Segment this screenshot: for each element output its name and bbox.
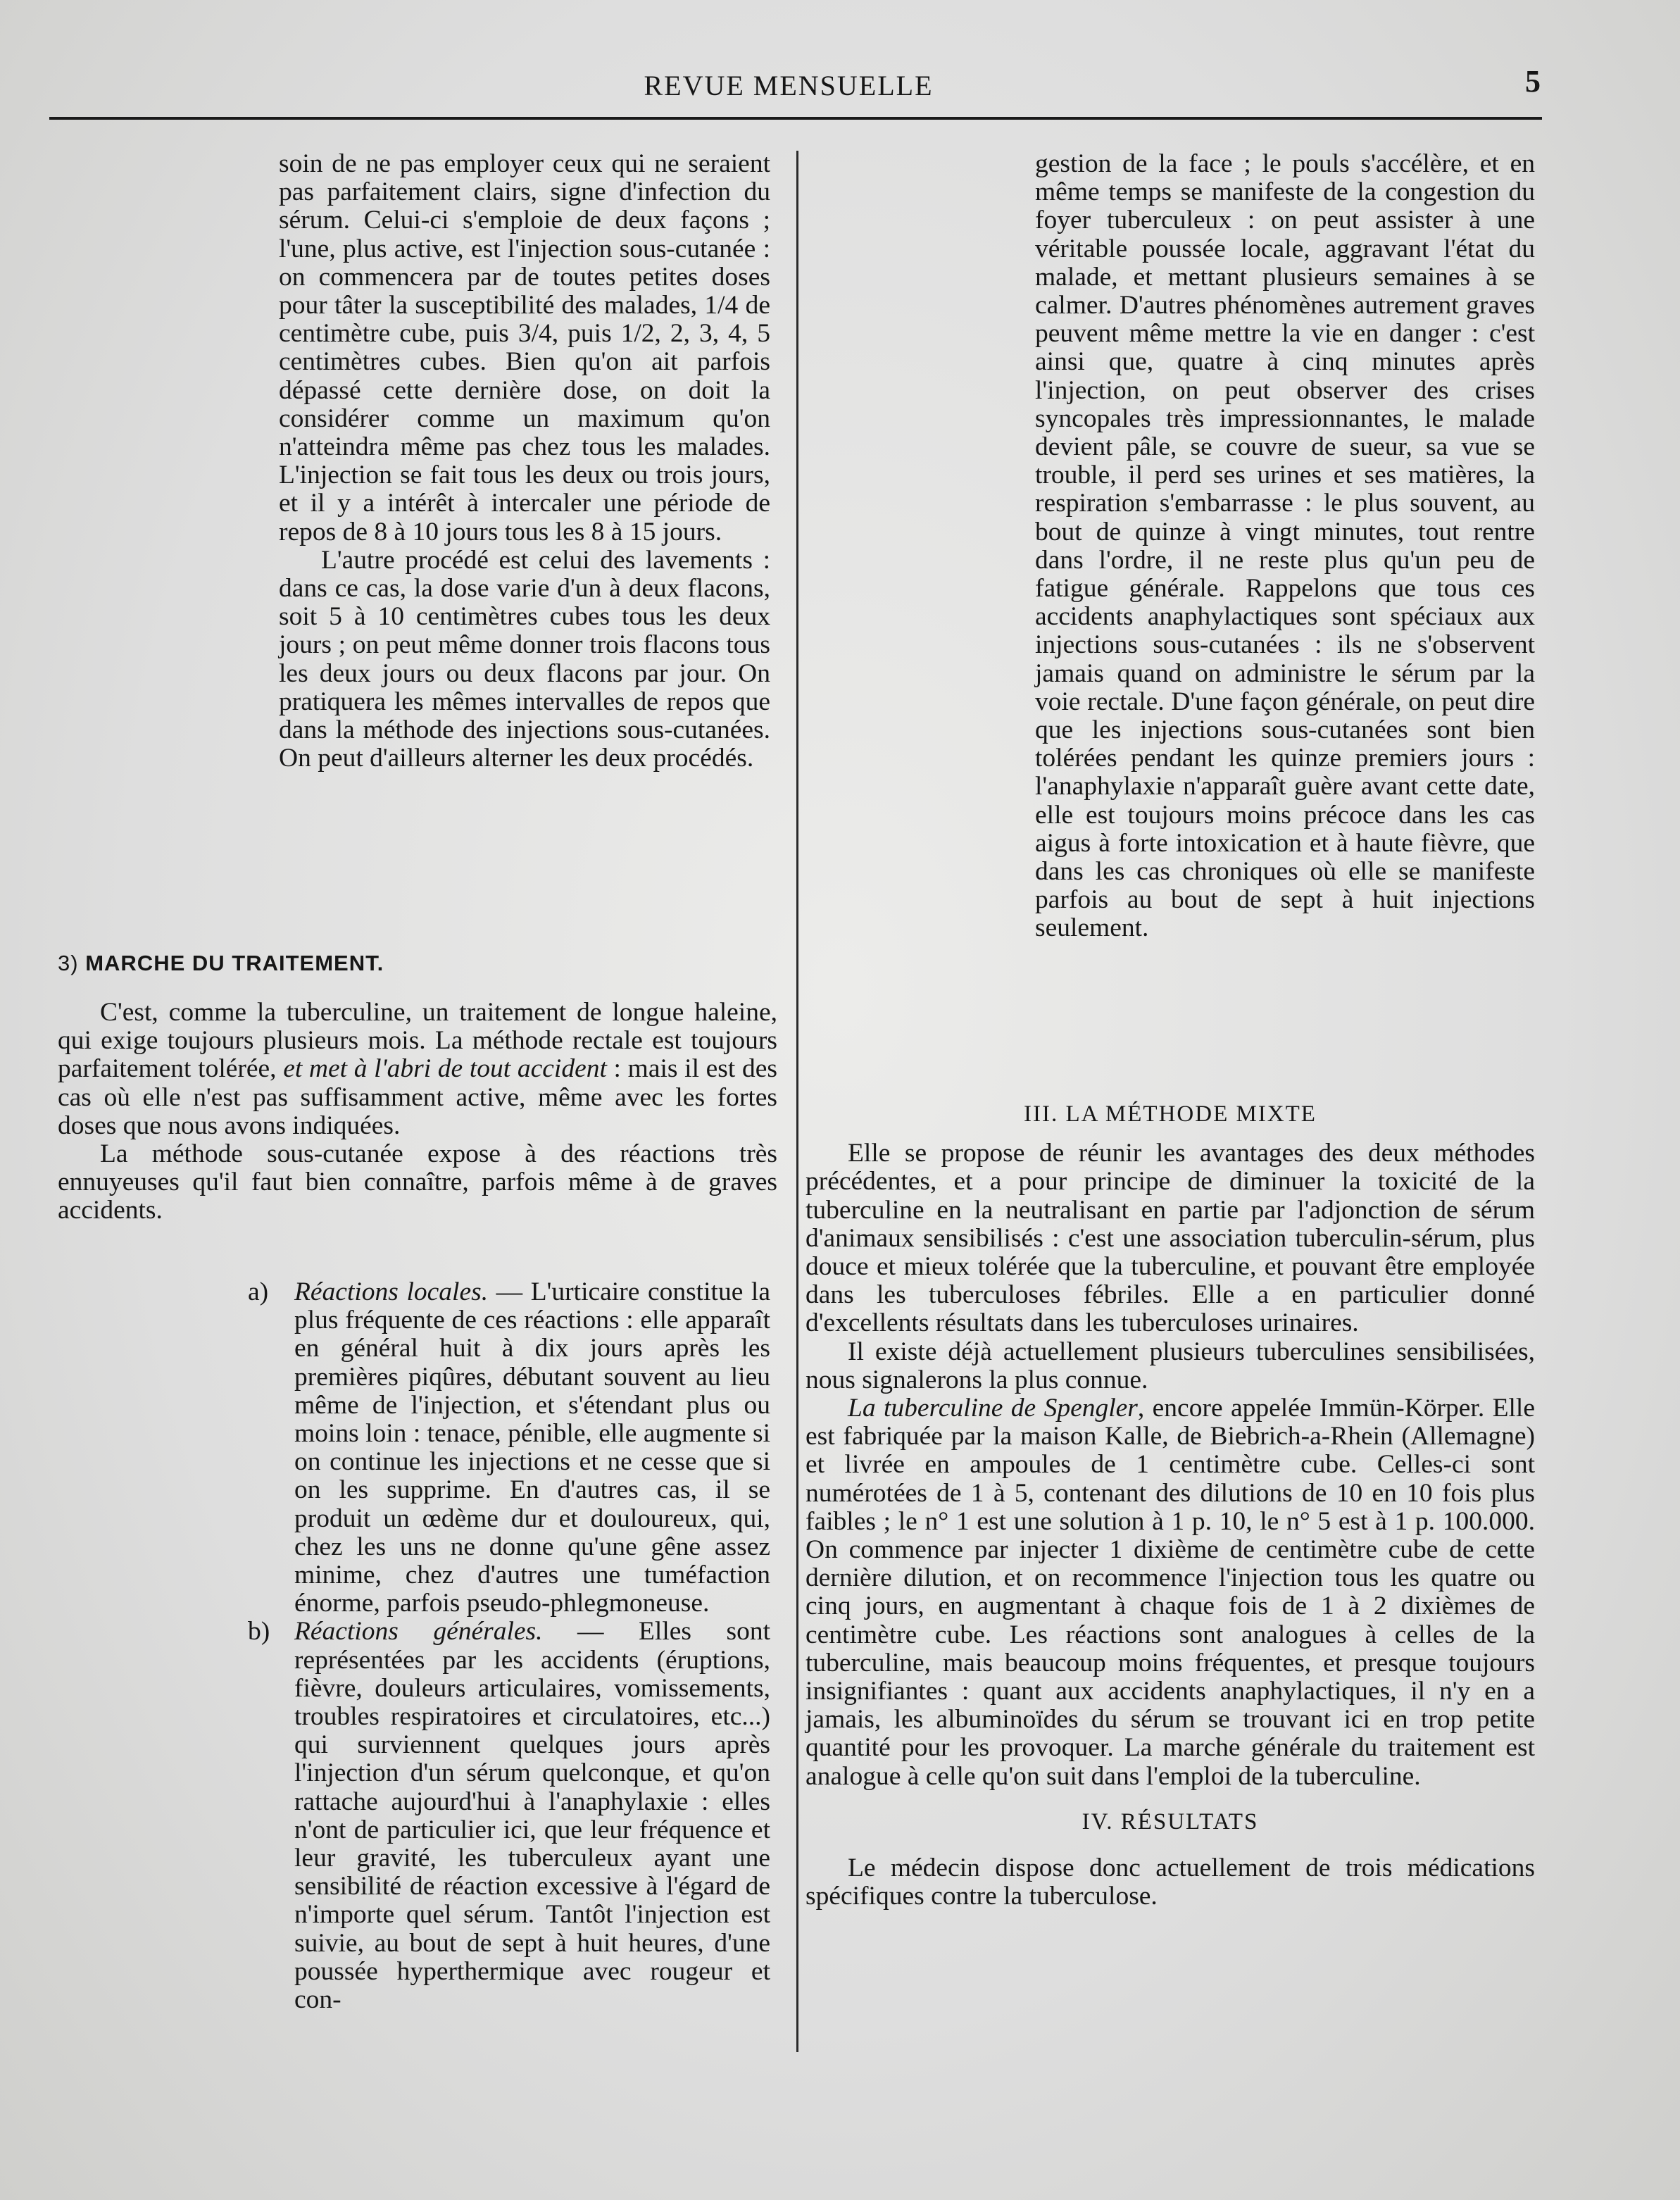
item-marker: a) [248, 1277, 269, 1306]
section-title: III. LA MÉTHODE MIXTE [1024, 1101, 1317, 1127]
paragraph [58, 999, 777, 1140]
paragraph: Le médecin dispose donc actuellement de trois médications spécifiques contre la tuberculose. [805, 1854, 1535, 1911]
text-run: C'est, comme la tuberculine, un traitement de longue haleine, qui exige toujours plusieurs mois. La méthode rectale est toujours parfaitement tolérée, [58, 998, 777, 1084]
emphasis: La tuberculine de Spengler [848, 1394, 1138, 1423]
column-divider [796, 151, 798, 2052]
paragraph: gestion de la face ; le pouls s'accélère, et en même temps se manifeste de la congestion du foyer tuberculeux : on peut assister à une véritable poussée locale, aggravant l'état du malade, et mettant plusieurs semaines à se calmer. D'autres phénomènes autrement graves peuvent même mettre la vie en danger : c'est ainsi que, quatre à cinq minutes après l'injection, on peut observer des crises syncopales très impressionnantes, le malade devient pâle, se couvre de sueur, sa vue se trouble, il perd ses urines et ses matières, la respiration s'embarrasse : le plus souvent, au bout de quinze à vingt minutes, tout rentre dans l'ordre, il ne reste plus qu'un peu de fatigue générale. Rappelons que tous ces accidents anaphylactiques sont spéciaux aux injections sous-cutanées : ils ne s'observent jamais quand on administre le sérum par la voie rectale. D'une façon générale, on peut dire que les injections sous-cutanées sont bien tolérées pendant les quinze premiers jours : l'anaphylaxie n'apparaît guère avant cette date, elle est toujours moins précoce dans les cas aigus à forte intoxication et à haute fièvre, que dans les cas chroniques où elle se manifeste parfois au bout de sept à huit injections seulement. [1035, 149, 1535, 943]
paragraph: Il existe déjà actuellement plusieurs tuberculines sensibilisées, nous signalerons la plus connue. [805, 1337, 1535, 1394]
right-column-section3 [805, 1100, 1535, 1911]
page-number: 5 [1525, 64, 1541, 99]
emphasis: et met à l'abri de tout accident [283, 1054, 607, 1084]
item-text: — L'urticaire constitue la plus fréquente de ces réactions : elle apparaît en général huit à dix jours après les premières piqûres, débutant souvent au lieu même de l'injection, et s'étendant plus ou moins loin : tenace, pénible, elle augmente si on continue les injections et ne cesse que si on les supprime. En d'autres cas, il se produit un œdème dur et douloureux, qui, chez les uns ne donne qu'une gêne assez minime, chez d'autres une tuméfaction énorme, parfois pseudo-phlegmoneuse. [294, 1277, 770, 1618]
running-title: REVUE MENSUELLE [644, 70, 934, 101]
paragraph: L'autre procédé est celui des lavements : dans ce cas, la dose varie d'un à deux flacons, soit 5 à 10 centimètres cubes tous les deux jours ; on peut même donner trois flacons tous les deux jours ou deux flacons par jour. On pratiquera les mêmes intervalles de repos que dans la méthode des injections sous-cutanées. On peut d'ailleurs alterner les deux procédés. [279, 545, 770, 773]
left-column-block2 [58, 999, 777, 1225]
item-marker: b) [248, 1617, 270, 1646]
text-run: : mais il est des cas où elle n'est pas suffisamment active, même avec les fortes doses que nous avons indiquées. [58, 1054, 777, 1140]
item-text: — Elles sont représentées par les accidents (éruptions, fièvre, douleurs articulaires, vomissements, troubles respiratoires et circulatoires, etc...) qui surviennent quelques jours après l'injection d'un sérum quelconque, et qu'on rattache aujourd'hui à l'anaphylaxie : elles n'ont de particulier ici, que leur fréquence et leur gravité, les tuberculeux ayant une sensibilité de réaction excessive à l'égard de n'importe quel sérum. Tantôt l'injection est suivie, au bout de sept à huit heures, d'une poussée hyperthermique avec rougeur et con- [294, 1617, 770, 2015]
item-b [248, 1618, 770, 2014]
heading-number: 3) [58, 951, 79, 975]
heading-text: MARCHE DU TRAITEMENT. [85, 951, 384, 975]
item-a [248, 1278, 770, 1618]
left-column-block1 [279, 150, 770, 773]
page-header [56, 63, 1541, 106]
paragraph [58, 1140, 777, 1225]
section-title: IV. RÉSULTATS [1082, 1808, 1259, 1835]
right-column-block1 [1035, 150, 1535, 943]
paragraph: Elle se propose de réunir les avantages des deux méthodes précédentes, et a pour principe de diminuer la toxicité de la tuberculine en la neutralisant en partie par l'adjonction de sérum d'animaux sensibilisés : c'est une association tuberculin-sérum, plus douce et mieux tolérée que la tuberculine, et pouvant être employée dans les tuberculoses fébriles. Elle a en particulier donné d'excellents résultats dans les tuberculoses urinaires. [805, 1139, 1535, 1338]
text-run: , encore appelée Immün-Körper. Elle est fabriquée par la maison Kalle, de Biebrich-a-Rhein (Allemagne) et livrée en ampoules de 1 centimètre cube. Celles-ci sont numérotées de 1 à 5, contenant des dilutions de 10 en 10 fois plus faibles ; le n° 1 est une solution à 1 p. 10, le n° 5 est à 1 p. 100.000. On commence par injecter 1 dixième de centimètre cube de cette dernière dilution, et on recommence l'injection tous les quatre ou cinq jours, en augmentant à chaque fois de 1 à 2 dixièmes de centimètre cube. Les réactions sont analogues à celles de la tuberculine, mais beaucoup moins fréquentes, et presque toujours insignifiantes : quant aux accidents anaphylactiques, il n'y en a jamais, les albuminoïdes du sérum se trouvant ici en trop petite quantité pour les provoquer. La marche générale du traitement est analogue à celle qu'on suit dans l'emploi de la tuberculine. [805, 1394, 1535, 1791]
left-column-items [248, 1278, 770, 2014]
text-run: La méthode sous-cutanée expose à des réactions très ennuyeuses qu'il faut bien connaître, parfois même à de graves accidents. [58, 1139, 777, 1225]
item-title: Réactions locales. [294, 1277, 489, 1306]
paragraph [805, 1394, 1535, 1791]
section-heading [58, 951, 384, 976]
paragraph: soin de ne pas employer ceux qui ne seraient pas parfaitement clairs, signe d'infection du sérum. Celui-ci s'emploie de deux façons ; l'une, plus active, est l'injection sous-cutanée : on commencera par de toutes petites doses pour tâter la susceptibilité des malades, 1/4 de centimètre cube, puis 3/4, puis 1/2, 2, 3, 4, 5 centimètres cubes. Bien qu'on ait parfois dépassé cette dernière dose, on doit la considérer comme un maximum qu'on n'atteindra même pas chez tous les malades. L'injection se fait tous les deux ou trois jours, et il y a intérêt à intercaler une période de repos de 8 à 10 jours tous les 8 à 15 jours. [279, 149, 770, 546]
header-rule [49, 117, 1542, 120]
item-title: Réactions générales. [294, 1617, 543, 1646]
